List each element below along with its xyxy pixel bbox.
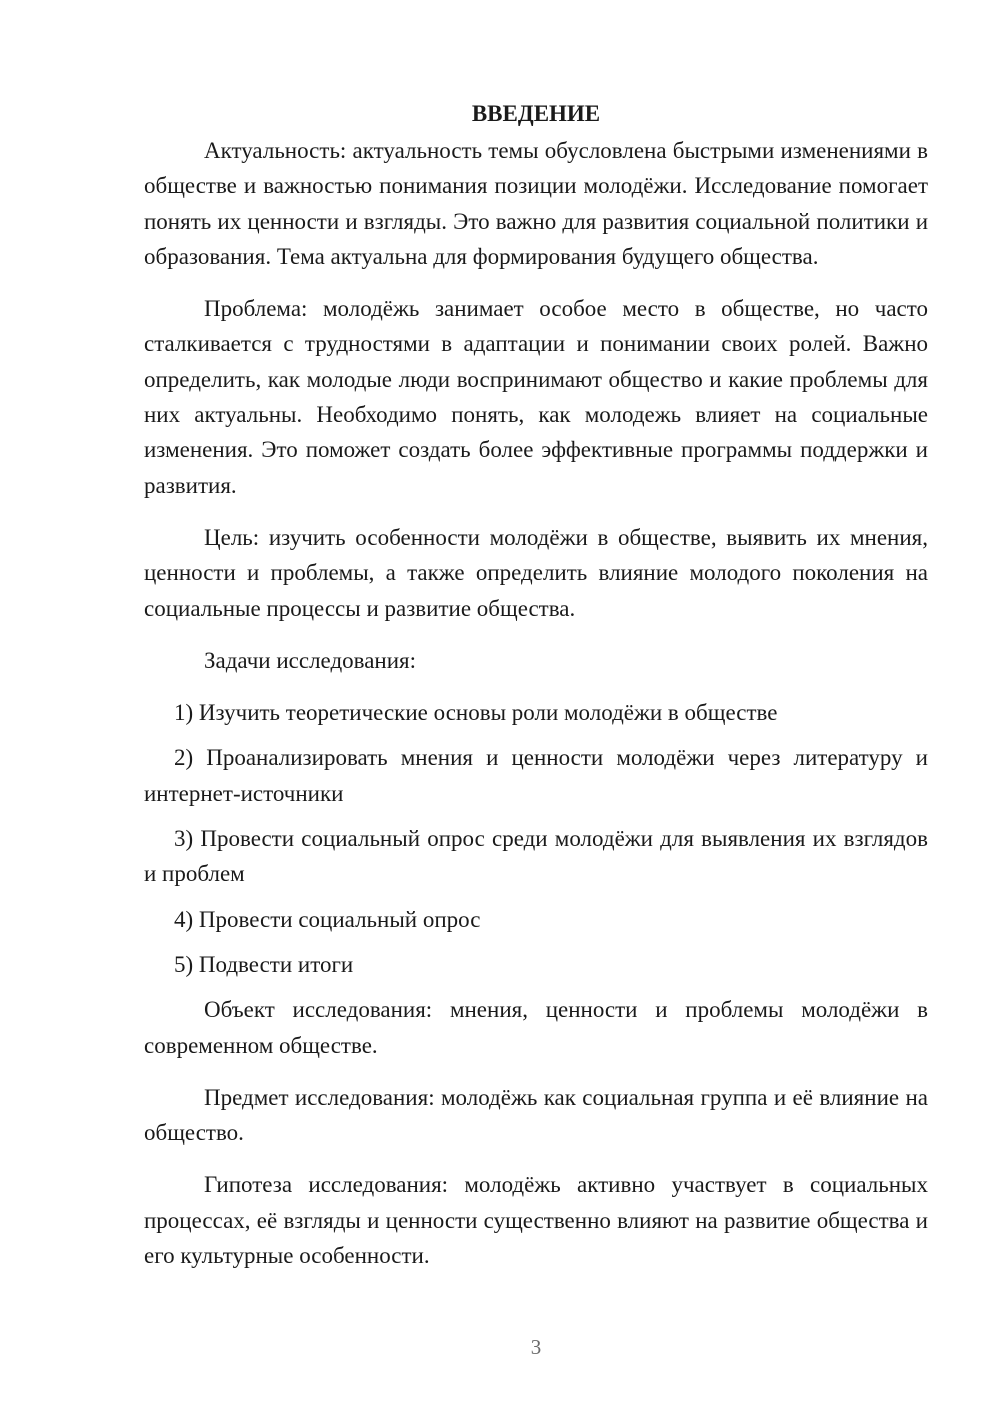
- task-item-1: 1) Изучить теоретические основы роли молодёжи в обществе: [174, 700, 778, 726]
- page-heading: ВВЕДЕНИЕ: [471, 101, 601, 126]
- relevance-paragraph: Актуальность: актуальность темы обусловлена быстрыми изменениями в обществе и важностью понимания позиции молодёжи. Исследование помогает понять их ценности и взгляды. Это важно для развития социальной политики и образования. Тема актуальна для формирования будущего общества.: [144, 138, 928, 269]
- task-item-5: 5) Подвести итоги: [174, 951, 354, 977]
- object-paragraph: Объект исследования: мнения, ценности и проблемы молодёжи в современном обществе.: [144, 997, 928, 1058]
- task-item-2: 2) Проанализировать мнения и ценности молодёжи через литературу и интернет-источники: [144, 745, 928, 806]
- task-item-3: 3) Провести социальный опрос среди молодёжи для выявления их взглядов и проблем: [144, 826, 928, 887]
- subject-paragraph: Предмет исследования: молодёжь как социальная группа и её влияние на общество.: [144, 1084, 928, 1146]
- problem-paragraph: Проблема: молодёжь занимает особое место в обществе, но часто сталкивается с трудностями в адаптации и понимании своих ролей. Важно определить, как молодые люди воспринимают общество и какие проблемы для них актуальны. Необходимо понять, как молодежь влияет на социальные изменения. Это поможет создать более эффективные программы поддержки и развития.: [144, 296, 928, 498]
- tasks-title: Задачи исследования:: [204, 647, 417, 673]
- page-content: [144, 96, 928, 1290]
- goal-paragraph: Цель: изучить особенности молодёжи в обществе, выявить их мнения, ценности и проблемы, а также определить влияние молодого поколения на социальные процессы и развитие общества.: [144, 524, 928, 621]
- page-number: 3: [530, 1335, 542, 1359]
- hypothesis-paragraph: Гипотеза исследования: молодёжь активно участвует в социальных процессах, её взгляды и ценности существенно влияют на развитие общества и его культурные особенности.: [144, 1172, 928, 1269]
- task-item-4: 4) Провести социальный опрос: [174, 906, 481, 932]
